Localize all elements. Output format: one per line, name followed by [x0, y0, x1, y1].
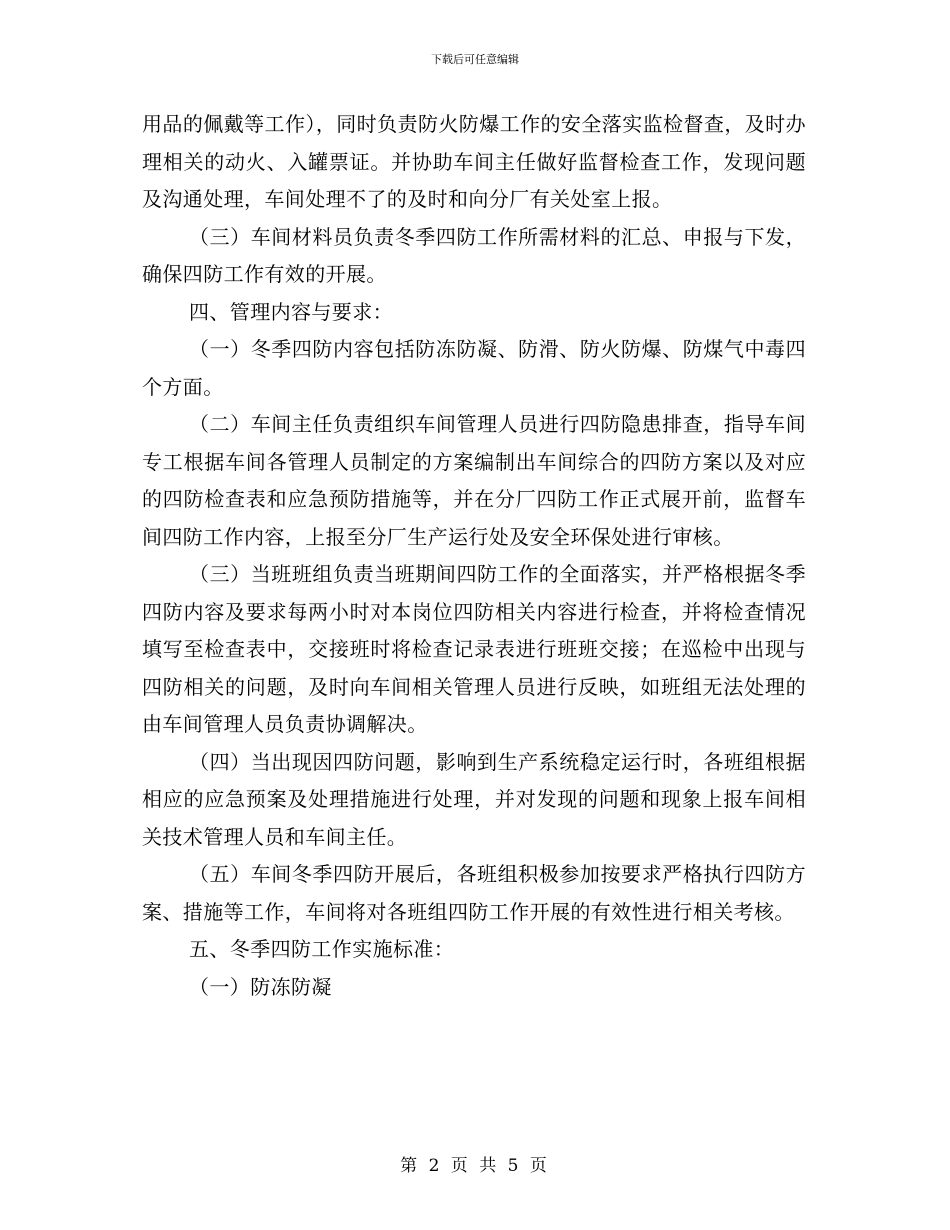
subsection-heading: （一）防冻防凝	[189, 974, 332, 999]
section-heading-5: 五、冬季四防工作实施标准：	[189, 937, 455, 961]
page-number: 第 2 页 共 5 页	[400, 1156, 550, 1176]
paragraph-4: （二）车间主任负责组织车间管理人员进行四防隐患排查，指导车间专工根据车间各管理人员制定的方案编制出车间综合的四防方案以及对应的四防检查表和应急预防措施等，并在分厂四防工作正式展开前，监督车间四防工作内容，上报至分厂生产运行处及安全环保处进行审核。	[142, 412, 806, 549]
paragraph-7: （五）车间冬季四防开展后，各班组积极参加按要求严格执行四防方案、措施等工作，车间将对各班组四防工作开展的有效性进行相关考核。	[142, 862, 806, 924]
paragraph-2: （三）车间材料员负责冬季四防工作所需材料的汇总、申报与下发，确保四防工作有效的开展。	[142, 224, 806, 286]
page-header: 下载后可任意编辑	[431, 53, 519, 66]
document-body	[142, 106, 806, 1006]
section-heading-4: 四、管理内容与要求：	[189, 299, 393, 324]
paragraph-6: （四）当出现因四防问题，影响到生产系统稳定运行时，各班组根据相应的应急预案及处理措施进行处理，并对发现的问题和现象上报车间相关技术管理人员和车间主任。	[142, 749, 806, 849]
paragraph-1: 用品的佩戴等工作），同时负责防火防爆工作的安全落实监检督查，及时办理相关的动火、入罐票证。并协助车间主任做好监督检查工作，发现问题及沟通处理，车间处理不了的及时和向分厂有关处室上报。	[142, 112, 806, 211]
paragraph-3: （一）冬季四防内容包括防冻防凝、防滑、防火防爆、防煤气中毒四个方面。	[142, 337, 806, 399]
paragraph-5: （三）当班班组负责当班期间四防工作的全面落实，并严格根据冬季四防内容及要求每两小时对本岗位四防相关内容进行检查，并将检查情况填写至检查表中，交接班时将检查记录表进行班班交接；在巡检中出现与四防相关的问题，及时向车间相关管理人员进行反映，如班组无法处理的由车间管理人员负责协调解决。	[142, 562, 806, 736]
